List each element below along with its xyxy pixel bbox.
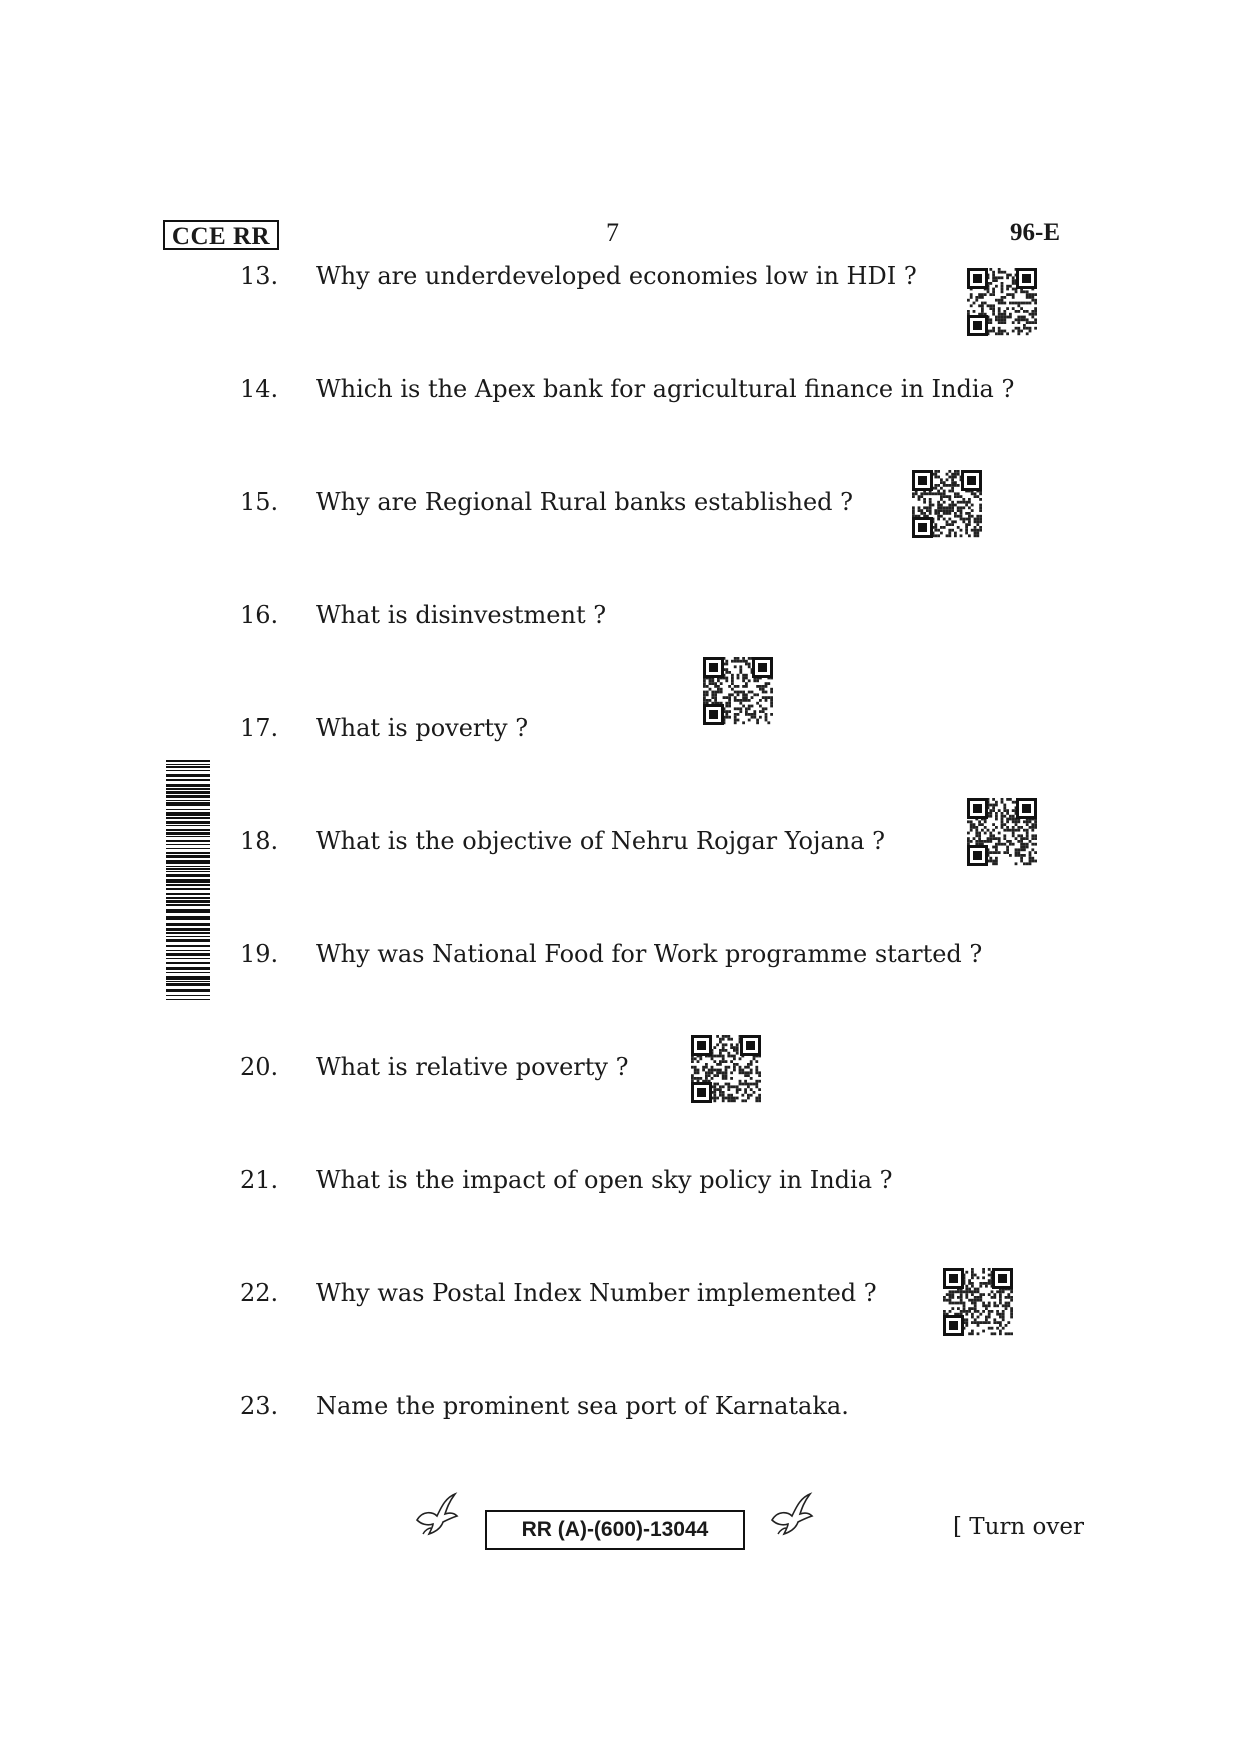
question-number: 14. — [240, 375, 279, 403]
question-text: What is the objective of Nehru Rojgar Yojana ? — [316, 827, 886, 855]
qr-code-icon — [943, 1268, 1013, 1336]
barcode-icon — [166, 760, 210, 1000]
qr-code-icon — [967, 798, 1037, 866]
question-number: 17. — [240, 714, 279, 742]
question-text: Why was Postal Index Number implemented ? — [316, 1279, 877, 1307]
question-number: 16. — [240, 601, 279, 629]
question-text: Name the prominent sea port of Karnataka. — [316, 1392, 849, 1420]
qr-code-icon — [703, 657, 773, 725]
series-label: CCE RR — [163, 220, 279, 250]
question-number: 15. — [240, 488, 279, 516]
page-number: 7 — [606, 218, 619, 247]
question-text: What is relative poverty ? — [316, 1053, 629, 1081]
question-text: What is disinvestment ? — [316, 601, 607, 629]
question-number: 21. — [240, 1166, 279, 1194]
question-text: What is the impact of open sky policy in India ? — [316, 1166, 893, 1194]
qr-code-icon — [691, 1035, 761, 1103]
question-text: Why are Regional Rural banks established ? — [316, 488, 854, 516]
turn-over-note: [ Turn over — [953, 1514, 1085, 1540]
question-number: 13. — [240, 262, 279, 290]
question-number: 18. — [240, 827, 279, 855]
question-text: Which is the Apex bank for agricultural finance in India ? — [316, 375, 1015, 403]
question-number: 23. — [240, 1392, 279, 1420]
paper-reference-code: RR (A)-(600)-13044 — [485, 1510, 745, 1550]
question-text: Why are underdeveloped economies low in HDI ? — [316, 262, 917, 290]
qr-code-icon — [967, 268, 1037, 336]
paper-code: 96-E — [1010, 219, 1060, 246]
question-text: Why was National Food for Work programme started ? — [316, 940, 983, 968]
question-text: What is poverty ? — [316, 714, 529, 742]
question-number: 19. — [240, 940, 279, 968]
dove-icon — [768, 1490, 814, 1538]
dove-icon — [413, 1490, 459, 1538]
qr-code-icon — [912, 470, 982, 538]
question-number: 22. — [240, 1279, 279, 1307]
question-number: 20. — [240, 1053, 279, 1081]
